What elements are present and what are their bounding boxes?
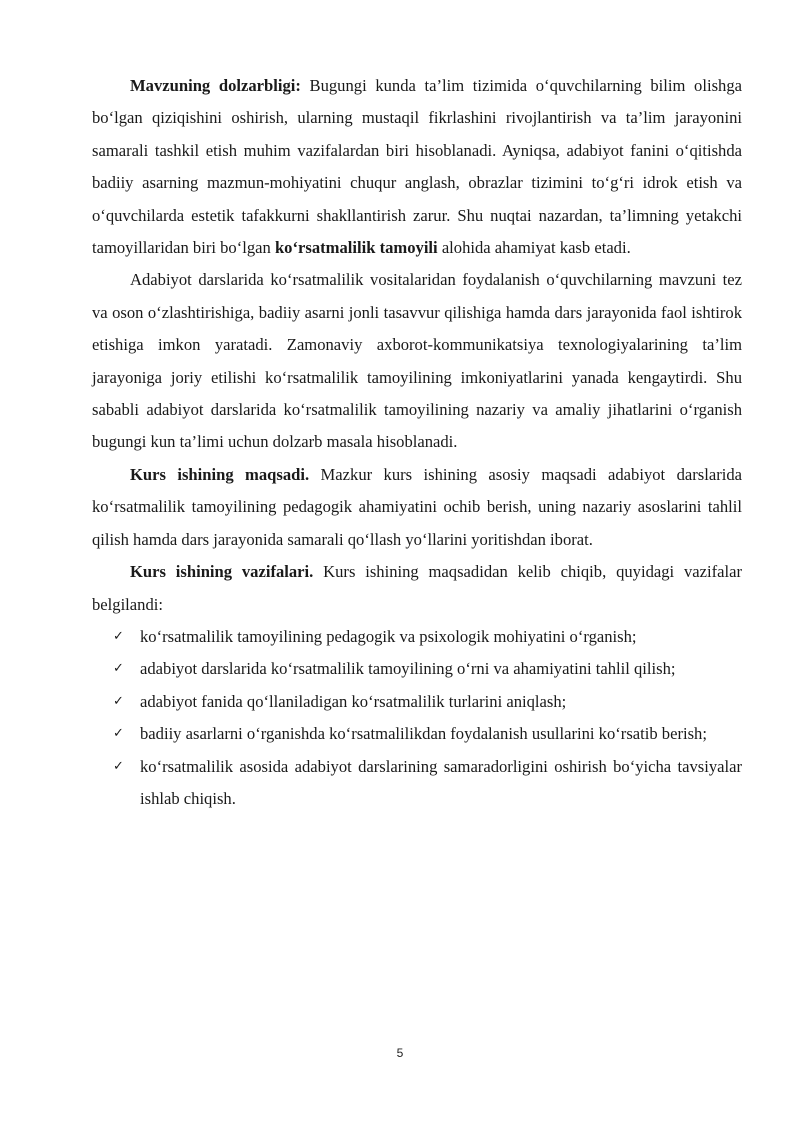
tasks-heading: Kurs ishining vazifalari. (130, 562, 314, 582)
document-page (92, 70, 742, 815)
task-item (92, 686, 742, 718)
task-item (92, 621, 742, 653)
checkmark-icon: ✓ (113, 628, 124, 644)
relevance-text: Bugungi kunda ta’lim tizimida o‘quvchilarning bilim olishga bo‘lgan qiziqishini oshirish, ularning mustaqil fikrlashini rivojlantirish va ta’lim jarayonini samarali tashkil etish muhim vazifalardan biri hisoblanadi. Ayniqsa, adabiyot fanini o‘qitishda badiiy asarning mazmun-mohiyatini chuqur anglash, obrazlar tizimini to‘g‘ri idrok etish va o‘quvchilarda estetik tafakkurni shakllantirish zarur. Shu nuqtai nazardan, ta’limning yetakchi tamoyillaridan biri bo‘lgan (92, 76, 742, 258)
goal-heading: Kurs ishining maqsadi. (130, 464, 310, 484)
tasks-list (92, 621, 742, 815)
relevance-paragraph (92, 70, 742, 264)
relevance-text-end: alohida ahamiyat kasb etadi. (437, 238, 631, 258)
relevance-heading: Mavzuning dolzarbligi: (130, 76, 301, 95)
task-text: ko‘rsatmalilik tamoyilining pedagogik va psixologik mohiyatini o‘rganish; (140, 626, 637, 646)
task-item (92, 653, 742, 685)
relevance-emphasis: ko‘rsatmalilik tamoyili (274, 238, 438, 258)
task-text: ko‘rsatmalilik asosida adabiyot darslarining samaradorligini oshirish bo‘yicha tavsiyalar ishlab chiqish. (140, 756, 742, 808)
task-item (92, 751, 742, 816)
page-number: 5 (396, 1046, 404, 1060)
task-text: badiiy asarlarni o‘rganishda ko‘rsatmalilikdan foydalanish usullarini ko‘rsatib berish; (140, 724, 707, 744)
tasks-text: Kurs ishining maqsadidan kelib chiqib, quyidagi vazifalar belgilandi: (92, 562, 742, 614)
relevance-continued-paragraph: Adabiyot darslarida ko‘rsatmalilik vositalaridan foydalanish o‘quvchilarning mavzuni tez va oson o‘zlashtirishiga, badiiy asarni jonli tasavvur qilishiga hamda dars jarayonida faol ishtirok etishiga imkon yaratadi. Zamonaviy axborot-kommunikatsiya texnologiyalarining ta’lim jarayoniga joriy etilishi ko‘rsatmalilik tamoyilining imkoniyatlarini yanada kengaytirdi. Shu sababli adabiyot darslarida ko‘rsatmalilik tamoyilining nazariy va amaliy jihatlarini o‘rganish bugungi kun ta’limi uchun dolzarb masala hisoblanadi. (92, 270, 742, 452)
task-text: adabiyot darslarida ko‘rsatmalilik tamoyilining o‘rni va ahamiyatini tahlil qilish; (140, 659, 676, 679)
checkmark-icon: ✓ (113, 758, 124, 774)
goal-paragraph (92, 459, 742, 556)
tasks-paragraph (92, 556, 742, 621)
checkmark-icon: ✓ (113, 693, 124, 709)
task-item (92, 718, 742, 750)
checkmark-icon: ✓ (113, 726, 124, 742)
checkmark-icon: ✓ (113, 661, 124, 677)
goal-text: Mazkur kurs ishining asosiy maqsadi adabiyot darslarida ko‘rsatmalilik tamoyilining pedagogik ahamiyatini ochib berish, uning nazariy asoslarini tahlil qilish hamda dars jarayonida samarali qo‘llash yo‘llarini yoritishdan iborat. (92, 464, 742, 549)
task-text: adabiyot fanida qo‘llaniladigan ko‘rsatmalilik turlarini aniqlash; (140, 691, 567, 711)
